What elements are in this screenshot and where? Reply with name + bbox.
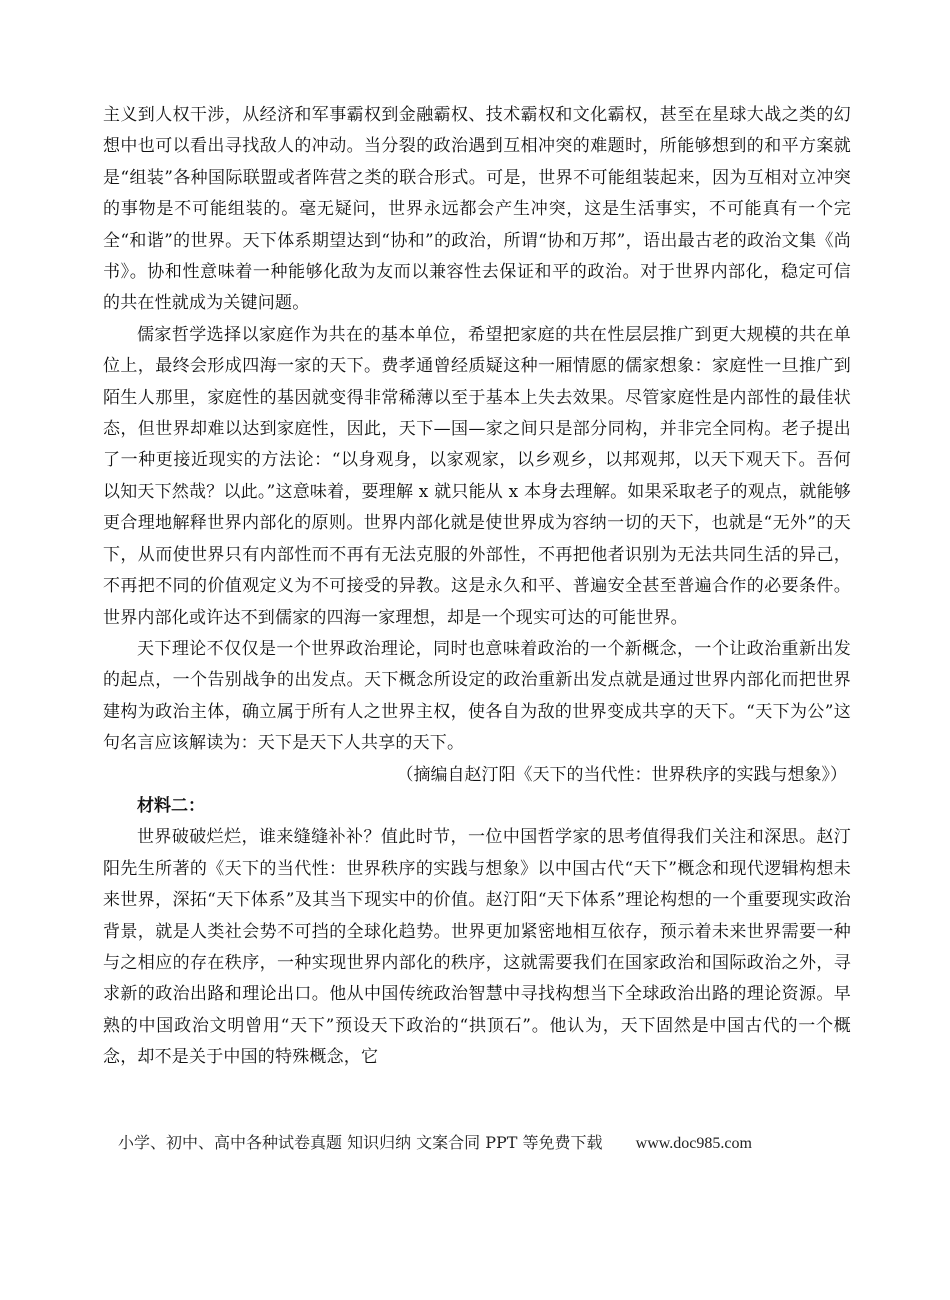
paragraph-continued: 主义到人权干涉，从经济和军事霸权到金融霸权、技术霸权和文化霸权，甚至在星球大战之类的幻想中也可以看出寻找敌人的冲动。当分裂的政治遇到互相冲突的难题时，所能够想到的和平方案就是“组装”各种国际联盟或者阵营之类的联合形式。可是，世界不可能组装起来，因为互相对立冲突的事物是不可能组装的。毫无疑问，世界永远都会产生冲突，这是生活事实，不可能真有一个完全“和谐”的世界。天下体系期望达到“协和”的政治，所谓“协和万邦”，语出最古老的政治文集《尚书》。协和性意味着一种能够化敌为友而以兼容性去保证和平的政治。对于世界内部化，稳定可信的共在性就成为关键问题。 bbox=[103, 105, 851, 314]
paragraph-tianxia-theory: 天下理论不仅仅是一个世界政治理论，同时也意味着政治的一个新概念，一个让政治重新出发的起点，一个告别战争的出发点。天下概念所设定的政治重新出发点就是通过世界内部化而把世界建构为政治主体，确立属于所有人之世界主权，使各自为敌的世界变成共享的天下。“天下为公”这句名言应该解读为：天下是天下人共享的天下。 bbox=[103, 638, 851, 754]
article-body bbox=[103, 100, 851, 1074]
footer-url[interactable]: www.doc985.com bbox=[635, 1135, 752, 1152]
source-citation: （摘编自赵汀阳《天下的当代性：世界秩序的实践与想象》） bbox=[396, 764, 847, 785]
paragraph-confucian-family: 儒家哲学选择以家庭作为共在的基本单位，希望把家庭的共在性层层推广到更大规模的共在单位上，最终会形成四海一家的天下。费孝通曾经质疑这种一厢情愿的儒家想象：家庭性一旦推广到陌生人那里，家庭性的基因就变得非常稀薄以至于基本上失去效果。尽管家庭性是内部性的最佳状态，但世界却难以达到家庭性，因此，天下—国—家之间只是部分同构，并非完全同构。老子提出了一种更接近现实的方法论：“以身观身，以家观家，以乡观乡，以邦观邦，以天下观天下。吾何以知天下然哉？以此。”这意味着，要理解 x 就只能从 x 本身去理解。如果采取老子的观点，就能够更合理地解释世界内部化的原则。世界内部化就是使世界成为容纳一切的天下，也就是“无外”的天下，从而使世界只有内部性而不再有无法克服的外部性，不再把他者识别为无法共同生活的异己，不再把不同的价值观定义为不可接受的异教。这是永久和平、普遍安全甚至普遍合作的必要条件。世界内部化或许达不到儒家的四海一家理想，却是一个现实可达的可能世界。 bbox=[103, 324, 851, 628]
footer-banner bbox=[118, 1130, 752, 1153]
footer-text: 小学、初中、高中各种试卷真题 知识归纳 文案合同 PPT 等免费下载 bbox=[118, 1133, 603, 1152]
material-two-heading: 材料二： bbox=[137, 795, 205, 816]
material-two-paragraph: 世界破破烂烂，谁来缝缝补补？值此时节，一位中国哲学家的思考值得我们关注和深思。赵汀阳先生所著的《天下的当代性：世界秩序的实践与想象》以中国古代“天下”概念和现代逻辑构想未来世界，深拓“天下体系”及其当下现实中的价值。赵汀阳“天下体系”理论构想的一个重要现实政治背景，就是人类社会势不可挡的全球化趋势。世界更加紧密地相互依存，预示着未来世界需要一种与之相应的存在秩序，一种实现世界内部化的秩序，这就需要我们在国家政治和国际政治之外，寻求新的政治出路和理论出口。他从中国传统政治智慧中寻找构想当下全球政治出路的理论资源。早熟的中国政治文明曾用“天下”预设天下政治的“拱顶石”。他认为，天下固然是中国古代的一个概念，却不是关于中国的特殊概念，它 bbox=[103, 827, 851, 1068]
